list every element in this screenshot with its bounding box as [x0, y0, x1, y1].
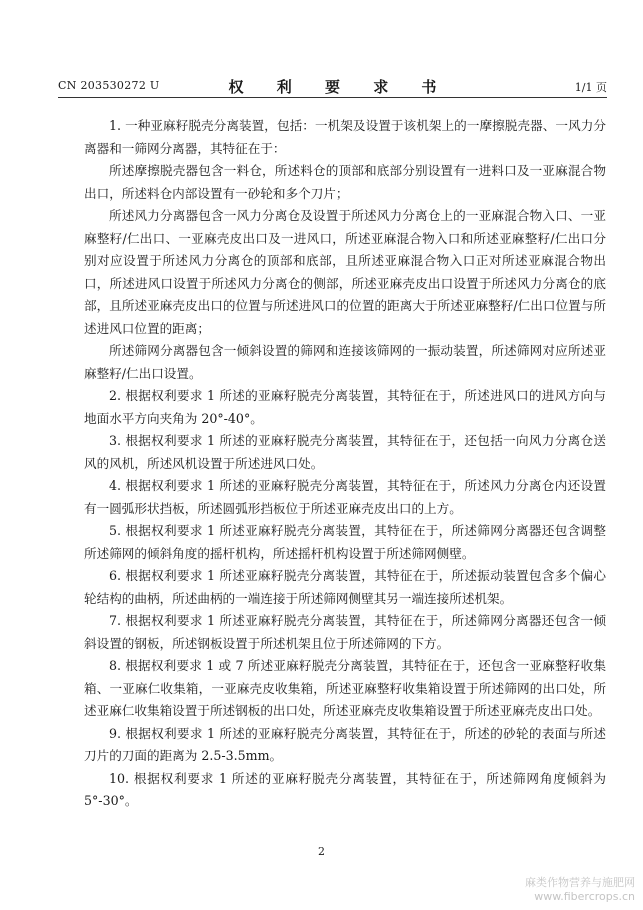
claim-6: 6. 根据权利要求 1 所述亚麻籽脱壳分离装置，其特征在于，所述振动装置包含多个偏心轮结构的曲柄，所述曲柄的一端连接于所述筛网侧壁其另一端连接所述机架。 — [84, 568, 606, 606]
claim-5: 5. 根据权利要求 1 所述亚麻籽脱壳分离装置，其特征在于，所述筛网分离器还包含调整所述筛网的倾斜角度的摇杆机构，所述摇杆机构设置于所述筛网侧壁。 — [84, 523, 606, 561]
claim-1: 1. 一种亚麻籽脱壳分离装置，包括：一机架及设置于该机架上的一摩擦脱壳器、一风力分离器和一筛网分离器，其特征在于： — [84, 118, 606, 156]
claim-1-sieve-separator: 所述筛网分离器包含一倾斜设置的筛网和连接该筛网的一振动装置，所述筛网对应所述亚麻整籽/仁出口设置。 — [84, 343, 606, 381]
page-count: 1/1 页 — [574, 81, 607, 94]
claim-3: 3. 根据权利要求 1 所述的亚麻籽脱壳分离装置，其特征在于，还包括一向风力分离仓送风的风机，所述风机设置于所述进风口处。 — [84, 433, 606, 471]
header-divider — [58, 97, 607, 98]
page-title: 权 利 要 求 书 — [228, 78, 451, 96]
claim-7: 7. 根据权利要求 1 所述亚麻籽脱壳分离装置，其特征在于，所述筛网分离器还包含一倾斜设置的钢板，所述钢板设置于所述机架且位于所述筛网的下方。 — [84, 613, 606, 651]
watermark-name: 麻类作物营养与施肥网 — [525, 876, 635, 889]
watermark-url: www.fibercrops.cn — [534, 890, 635, 903]
claim-1-wind-separator: 所述风力分离器包含一风力分离仓及设置于所述风力分离仓上的一亚麻混合物入口、一亚麻整籽/仁出口、一亚麻壳皮出口及一进风口，所述亚麻混合物入口和所述亚麻整籽/仁出口分别对应设置于所述风力分离仓的顶部和底部，且所述亚麻混合物入口正对所述亚麻混合物出口，所述进风口设置于所述风力分离仓的侧部，所述亚麻壳皮出口设置于所述风力分离仓的底部，且所述亚麻壳皮出口的位置与所述进风口的位置的距离大于所述亚麻整籽/仁出口位置与所述进风口位置的距离； — [84, 208, 606, 336]
watermark — [507, 876, 635, 904]
claims-body — [84, 115, 606, 813]
claim-2: 2. 根据权利要求 1 所述的亚麻籽脱壳分离装置，其特征在于，所述进风口的进风方向与地面水平方向夹角为 20°-40°。 — [84, 388, 606, 426]
document-header — [58, 76, 607, 96]
claim-1-husker: 所述摩擦脱壳器包含一料仓，所述料仓的顶部和底部分别设置有一进料口及一亚麻混合物出口，所述料仓内部设置有一砂轮和多个刀片； — [84, 163, 606, 201]
patent-number: CN 203530272 U — [58, 79, 160, 92]
claim-9: 9. 根据权利要求 1 所述的亚麻籽脱壳分离装置，其特征在于，所述的砂轮的表面与所述刀片的刀面的距离为 2.5-3.5mm。 — [84, 725, 606, 763]
claim-8: 8. 根据权利要求 1 或 7 所述亚麻籽脱壳分离装置，其特征在于，还包含一亚麻整籽收集箱、一亚麻仁收集箱，一亚麻壳皮收集箱，所述亚麻整籽收集箱设置于所述筛网的出口处，所述亚麻仁收集箱设置于所述钢板的出口处，所述亚麻壳皮收集箱设置于所述亚麻壳皮出口处。 — [84, 658, 606, 718]
page-number: 2 — [318, 845, 325, 858]
claim-10: 10. 根据权利要求 1 所述的亚麻籽脱壳分离装置，其特征在于，所述筛网角度倾斜为 5°-30°。 — [84, 770, 606, 808]
claim-4: 4. 根据权利要求 1 所述的亚麻籽脱壳分离装置，其特征在于，所述风力分离仓内还设置有一圆弧形状挡板，所述圆弧形挡板位于所述亚麻壳皮出口的上方。 — [84, 478, 606, 516]
